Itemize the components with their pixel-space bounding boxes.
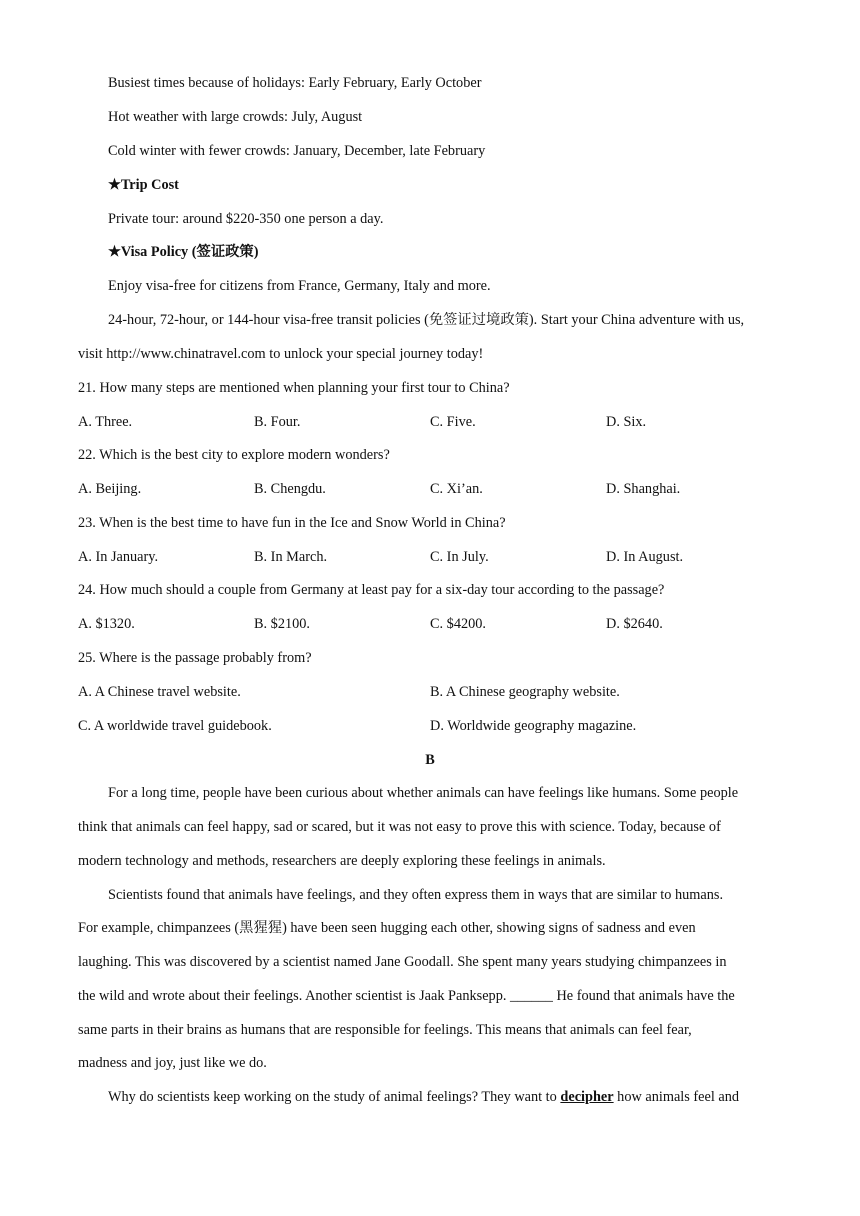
transit-policy-text: 24-hour, 72-hour, or 144-hour visa-free transit policies (免签证过境政策). Start your China adventure with us,	[108, 312, 745, 328]
paragraph-2-line-5: same parts in their brains as humans that are responsible for feelings. This means that animals can feel fear,	[78, 1022, 692, 1038]
travel-times-busiest: Busiest times because of holidays: Early February, Early October	[108, 75, 482, 91]
paragraph-2-line-2: For example, chimpanzees (黑猩猩) have been seen hugging each other, showing signs of sadness and even	[78, 920, 696, 936]
paragraph-2-line-1: Scientists found that animals have feelings, and they often express them in ways that are similar to humans.	[108, 887, 724, 903]
question-22: 22. Which is the best city to explore modern wonders?	[78, 447, 390, 463]
q25-option-c: C. A worldwide travel guidebook.	[78, 718, 272, 734]
paragraph-3-text-end: how animals feel and	[613, 1089, 740, 1105]
trip-cost-text: Private tour: around $220-350 one person a day.	[108, 211, 384, 227]
question-23: 23. When is the best time to have fun in the Ice and Snow World in China?	[78, 515, 506, 531]
paragraph-3-line-1	[108, 1088, 739, 1106]
q25-option-b: B. A Chinese geography website.	[430, 684, 620, 700]
q21-option-a: A. Three.	[78, 414, 133, 430]
question-25: 25. Where is the passage probably from?	[78, 650, 312, 666]
travel-times-cold: Cold winter with fewer crowds: January, December, late February	[108, 143, 486, 159]
q24-option-d: D. $2640.	[606, 616, 663, 632]
q25-option-d: D. Worldwide geography magazine.	[430, 718, 637, 734]
q22-option-c: C. Xi’an.	[430, 481, 483, 497]
q22-option-d: D. Shanghai.	[606, 481, 681, 497]
visa-free-text: Enjoy visa-free for citizens from France, Germany, Italy and more.	[108, 278, 491, 294]
q21-option-d: D. Six.	[606, 414, 647, 430]
section-b-heading: B	[425, 752, 435, 768]
underlined-word: decipher	[560, 1089, 614, 1105]
q23-option-a: A. In January.	[78, 549, 159, 565]
q22-option-b: B. Chengdu.	[254, 481, 326, 497]
paragraph-2-line-3: laughing. This was discovered by a scientist named Jane Goodall. She spent many years studying chimpanzees in	[78, 954, 727, 970]
q22-option-a: A. Beijing.	[78, 481, 142, 497]
q24-option-a: A. $1320.	[78, 616, 135, 632]
q25-option-a: A. A Chinese travel website.	[78, 684, 241, 700]
q23-option-b: B. In March.	[254, 549, 328, 565]
q23-option-c: C. In July.	[430, 549, 489, 565]
paragraph-2-line-4: the wild and wrote about their feelings. Another scientist is Jaak Panksepp. ______ He found that animals have the	[78, 988, 735, 1004]
paragraph-1-line-2: think that animals can feel happy, sad or scared, but it was not easy to prove this with science. Today, because of	[78, 819, 721, 835]
q21-option-b: B. Four.	[254, 414, 301, 430]
travel-times-hot: Hot weather with large crowds: July, August	[108, 109, 363, 125]
q21-option-c: C. Five.	[430, 414, 476, 430]
question-21: 21. How many steps are mentioned when planning your first tour to China?	[78, 380, 510, 396]
q24-option-c: C. $4200.	[430, 616, 487, 632]
visa-policy-heading: ★Visa Policy (签证政策)	[108, 244, 259, 260]
paragraph-1-line-1: For a long time, people have been curious about whether animals can have feelings like humans. Some people	[108, 785, 739, 801]
trip-cost-heading: ★Trip Cost	[108, 177, 179, 193]
paragraph-2-line-6: madness and joy, just like we do.	[78, 1055, 267, 1071]
question-24: 24. How much should a couple from Germany at least pay for a six-day tour according to the passage?	[78, 582, 665, 598]
paragraph-3-text-start: Why do scientists keep working on the study of animal feelings? They want to	[108, 1089, 561, 1105]
q23-option-d: D. In August.	[606, 549, 684, 565]
paragraph-1-line-3: modern technology and methods, researchers are deeply exploring these feelings in animals.	[78, 853, 606, 869]
q24-option-b: B. $2100.	[254, 616, 311, 632]
website-text: visit http://www.chinatravel.com to unlock your special journey today!	[78, 346, 484, 362]
